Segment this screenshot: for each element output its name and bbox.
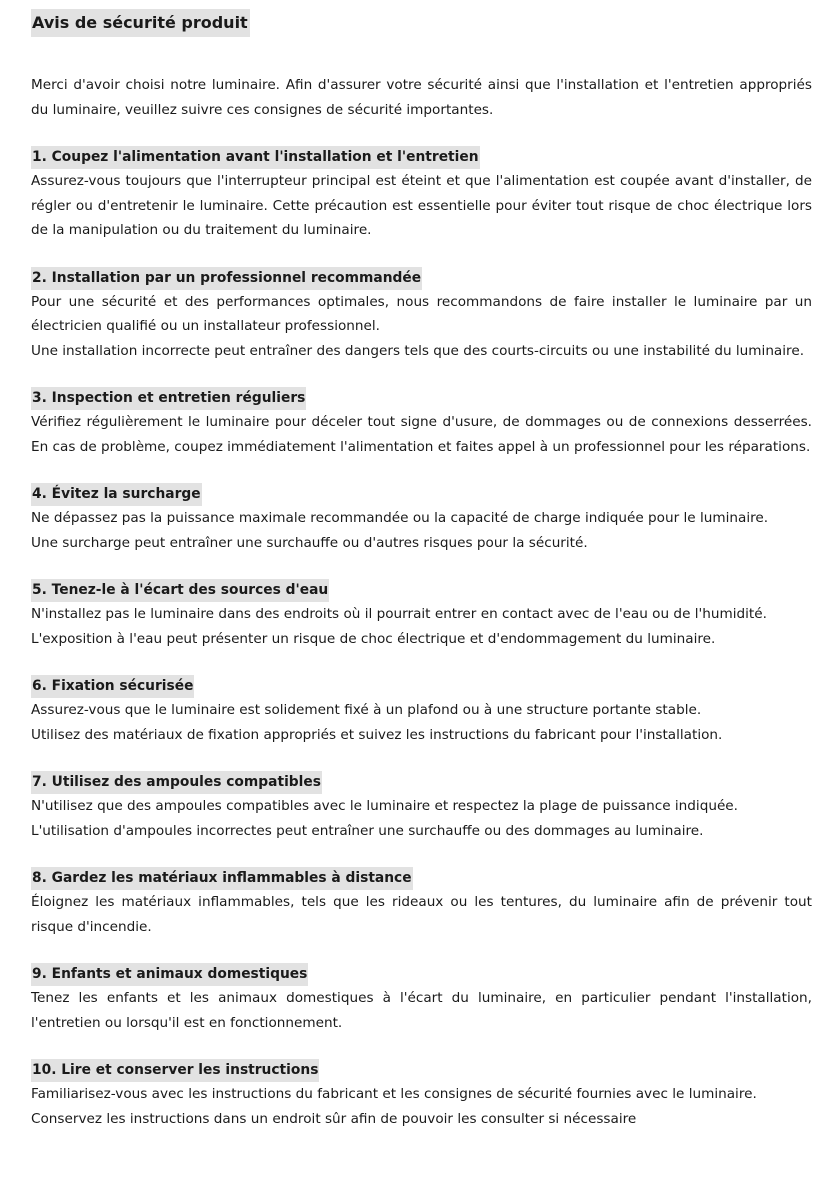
safety-section (31, 579, 812, 651)
section-heading: 1. Coupez l'alimentation avant l'installation et l'entretien (31, 146, 480, 169)
section-heading: 10. Lire et conserver les instructions (31, 1059, 319, 1082)
safety-section (31, 267, 812, 364)
section-paragraph: N'installez pas le luminaire dans des endroits où il pourrait entrer en contact avec de l'eau ou de l'humidité. (31, 606, 767, 622)
section-paragraph: Conservez les instructions dans un endroit sûr afin de pouvoir les consulter si nécessaire (31, 1110, 637, 1127)
section-paragraph: Éloignez les matériaux inflammables, tels que les rideaux ou les tentures, du luminaire afin de prévenir tout risque d'incendie. (31, 894, 812, 935)
intro-paragraph: Merci d'avoir choisi notre luminaire. Afin d'assurer votre sécurité ainsi que l'installation et l'entretien appropriés du luminaire, veuillez suivre ces consignes de sécurité importantes. (31, 77, 812, 118)
section-paragraph: L'utilisation d'ampoules incorrectes peut entraîner une surchauffe ou des dommages au luminaire. (31, 822, 704, 839)
safety-section (31, 483, 812, 555)
section-heading: 8. Gardez les matériaux inflammables à distance (31, 867, 413, 890)
section-paragraph: Pour une sécurité et des performances optimales, nous recommandons de faire installer le luminaire par un électricien qualifié ou un installateur professionnel. (31, 293, 812, 334)
document-title: Avis de sécurité produit (31, 9, 250, 37)
safety-section (31, 867, 812, 939)
safety-section (31, 675, 812, 747)
section-paragraph: Une surcharge peut entraîner une surchauffe ou d'autres risques pour la sécurité. (31, 534, 588, 551)
section-heading: 7. Utilisez des ampoules compatibles (31, 771, 322, 794)
section-paragraph: L'exposition à l'eau peut présenter un risque de choc électrique et d'endommagement du luminaire. (31, 630, 716, 647)
safety-section (31, 146, 812, 243)
section-heading: 9. Enfants et animaux domestiques (31, 963, 308, 986)
section-paragraph: Ne dépassez pas la puissance maximale recommandée ou la capacité de charge indiquée pour le luminaire. (31, 510, 769, 526)
safety-section (31, 1059, 812, 1131)
section-paragraph: N'utilisez que des ampoules compatibles avec le luminaire et respectez la plage de puissance indiquée. (31, 798, 738, 814)
section-heading: 3. Inspection et entretien réguliers (31, 387, 306, 410)
section-paragraph: Assurez-vous toujours que l'interrupteur principal est éteint et que l'alimentation est coupée avant d'installer, de régler ou d'entretenir le luminaire. Cette précaution est essentielle pour éviter tout risque de choc électrique lors de la manipulation ou du traitement du luminaire. (31, 173, 812, 238)
section-paragraph: Une installation incorrecte peut entraîner des dangers tels que des courts-circuits ou une instabilité du luminaire. (31, 342, 805, 359)
section-heading: 5. Tenez-le à l'écart des sources d'eau (31, 579, 329, 602)
section-paragraph: Assurez-vous que le luminaire est solidement fixé à un plafond ou à une structure portante stable. (31, 702, 702, 718)
safety-section (31, 771, 812, 843)
section-heading: 6. Fixation sécurisée (31, 675, 194, 698)
section-paragraph: Vérifiez régulièrement le luminaire pour déceler tout signe d'usure, de dommages ou de connexions desserrées. En cas de problème, coupez immédiatement l'alimentation et faites appel à un professionnel pour les réparations. (31, 414, 812, 455)
section-heading: 4. Évitez la surcharge (31, 483, 202, 506)
section-paragraph: Tenez les enfants et les animaux domestiques à l'écart du luminaire, en particulier pendant l'installation, l'entretien ou lorsqu'il est en fonctionnement. (31, 990, 812, 1031)
section-paragraph: Utilisez des matériaux de fixation appropriés et suivez les instructions du fabricant pour l'installation. (31, 726, 723, 743)
document-page (31, 9, 812, 1131)
section-paragraph: Familiarisez-vous avec les instructions du fabricant et les consignes de sécurité fournies avec le luminaire. (31, 1086, 757, 1102)
sections-list (31, 146, 812, 1131)
safety-section (31, 387, 812, 459)
section-heading: 2. Installation par un professionnel recommandée (31, 267, 422, 290)
safety-section (31, 963, 812, 1035)
